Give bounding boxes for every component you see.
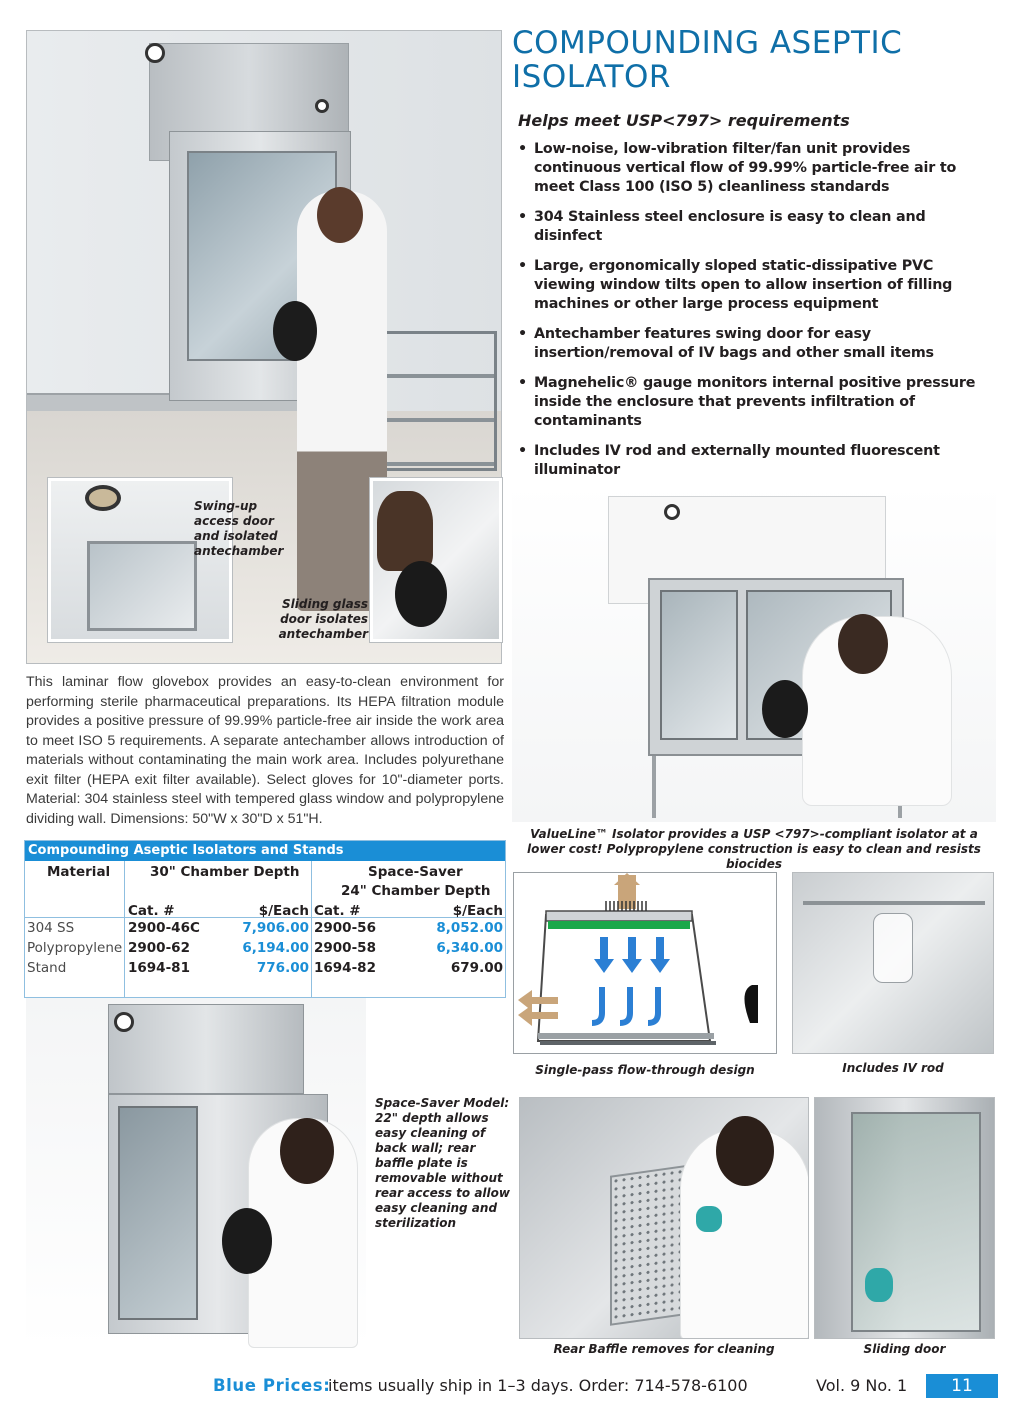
space-saver-caption: Space-Saver Model: 22" depth allows easy cleaning of back wall; rear baffle plate is removable without rear access to allow easy cleaning and sterilization <box>375 1096 510 1230</box>
page-footer <box>0 1374 1024 1400</box>
filter-housing <box>546 911 692 921</box>
glove-port-icon <box>744 985 758 1023</box>
iv-rod-photo <box>792 872 994 1054</box>
iv-rod-icon <box>803 901 985 905</box>
page-subtitle: Helps meet USP<797> requirements <box>518 111 850 130</box>
page-title <box>512 26 1002 94</box>
title-line-2: ISOLATOR <box>512 59 671 95</box>
cell-material: 304 SS <box>27 920 75 936</box>
airflow-diagram <box>513 872 777 1054</box>
rear-baffle-photo <box>519 1097 809 1339</box>
cell-cat: 1694-82 <box>314 960 376 976</box>
cell-price: 679.00 <box>450 960 503 976</box>
feature-item: • Includes IV rod and externally mounted fluorescent illuminator <box>518 442 994 480</box>
feature-item: • Antechamber features swing door for easy insertion/removal of IV bags and other small items <box>518 325 994 363</box>
iv-rod-caption: Includes IV rod <box>842 1061 944 1075</box>
price-table <box>24 840 506 998</box>
feature-list <box>518 140 994 540</box>
col-header-cat-24: Cat. # <box>314 903 361 919</box>
gauge-icon <box>315 99 329 113</box>
blue-prices-label: Blue Prices: <box>213 1376 331 1395</box>
sliding-door-photo <box>814 1097 995 1339</box>
base-rail <box>540 1041 716 1045</box>
sliding-glass-inset-photo <box>370 478 502 642</box>
glove-icon <box>696 1206 722 1232</box>
table-title: Compounding Aseptic Isolators and Stands <box>25 841 505 861</box>
cell-material: Polypropylene <box>27 940 123 956</box>
title-line-1: COMPOUNDING ASEPTIC <box>512 25 903 61</box>
single-pass-caption: Single-pass flow-through design <box>535 1063 755 1077</box>
intake-arrow-head <box>614 873 640 885</box>
rear-baffle-caption: Rear Baffle removes for cleaning <box>553 1342 775 1356</box>
swing-up-caption: Swing-up access door and isolated antechamber <box>194 499 284 558</box>
feature-item: • 304 Stainless steel enclosure is easy to clean and disinfect <box>518 208 994 246</box>
col-header-cat-30: Cat. # <box>128 903 175 919</box>
col-header-material: Material <box>47 864 111 880</box>
valueline-caption: ValueLine™ Isolator provides a USP <797>-compliant isolator at a lower cost! Polypropylene construction is easy to clean and resists biocides <box>527 827 981 871</box>
sliding-glass-caption: Sliding glass door isolates antechamber <box>278 597 368 641</box>
shipping-note: items usually ship in 1–3 days. Order: 714-578-6100 <box>328 1376 748 1395</box>
cell-cat: 2900-56 <box>314 920 376 936</box>
iv-bag-icon <box>873 913 913 983</box>
glove-port-icon <box>222 1208 272 1274</box>
volume-label: Vol. 9 No. 1 <box>816 1376 908 1395</box>
cell-cat: 1694-81 <box>128 960 190 976</box>
cell-cat: 2900-62 <box>128 940 190 956</box>
cell-price: 6,194.00 <box>242 940 309 956</box>
sliding-door-caption: Sliding door <box>863 1342 946 1356</box>
table-body <box>25 861 505 997</box>
cell-cat: 2900-58 <box>314 940 376 956</box>
feature-item: • Large, ergonomically sloped static-dissipative PVC viewing window tilts open to allow insertion of filling machines or other large process equipment <box>518 257 994 314</box>
col-header-each-30: $/Each <box>258 903 309 919</box>
cell-cat: 2900-46C <box>128 920 200 936</box>
glove-icon <box>865 1268 893 1302</box>
product-description: This laminar flow glovebox provides an easy-to-clean environment for performing sterile pharmaceutical preparations. Its HEPA filtration module provides a positive pressure of 99.99% particle-free air inside the work area to meet ISO 5 requirements. A separate antechamber allows introduction of materials without contaminating the main work area. Includes polyurethane exit filter (HEPA exit filter available). Select gloves for 10"-diameter ports. Material: 304 stainless steel with tempered glass window and polypropylene dividing wall. Dimensions: 50"W x 30"D x 51"H. <box>26 674 504 827</box>
glove-port-icon <box>273 301 317 361</box>
work-surface <box>538 1033 714 1039</box>
valueline-isolator-photo <box>512 484 996 822</box>
col-header-each-24: $/Each <box>452 903 503 919</box>
pressure-gauge-icon <box>114 1012 134 1032</box>
downflow-arrows <box>594 937 670 973</box>
cell-price: 6,340.00 <box>436 940 503 956</box>
space-saver-photo <box>26 998 366 1348</box>
col-group-24-line2: 24" Chamber Depth <box>341 883 491 899</box>
feature-item: • Low-noise, low-vibration filter/fan unit provides continuous vertical flow of 99.99% particle-free air to meet Class 100 (ISO 5) cleanliness standards <box>518 140 994 197</box>
cell-price: 8,052.00 <box>436 920 503 936</box>
cell-price: 7,906.00 <box>242 920 309 936</box>
col-group-24-line1: Space-Saver <box>368 864 463 880</box>
fan-blades <box>606 901 646 911</box>
gauge-icon <box>664 504 680 520</box>
col-group-30-depth: 30" Chamber Depth <box>150 864 300 880</box>
cell-material: Stand <box>27 960 67 976</box>
glove-port-icon <box>762 680 808 738</box>
airflow-diagram-svg <box>514 873 777 1054</box>
hepa-filter-band <box>548 921 690 929</box>
cell-price: 776.00 <box>256 960 309 976</box>
pressure-gauge-icon <box>145 43 165 63</box>
feature-item: • Magnehelic® gauge monitors internal positive pressure inside the enclosure that prevents infiltration of contaminants <box>518 374 994 431</box>
page-number: 11 <box>926 1374 998 1398</box>
